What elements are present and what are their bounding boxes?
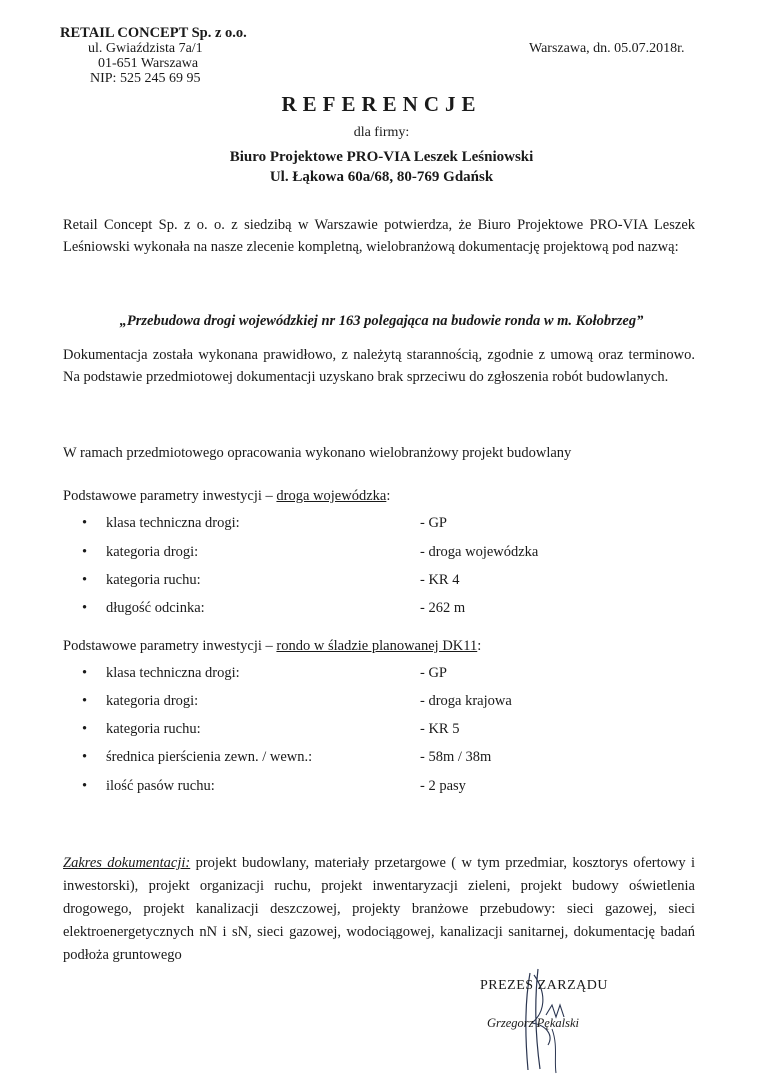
item-value: - GP — [420, 515, 447, 531]
item-value: - 58m / 38m — [420, 749, 492, 765]
item-label: kategoria drogi: — [106, 544, 199, 560]
item-label: ilość pasów ruchu: — [106, 778, 215, 794]
letter-date: Warszawa, dn. 05.07.2018r. — [529, 41, 685, 56]
list-item — [82, 600, 582, 620]
project-name: „Przebudowa drogi wojewódzkiej nr 163 polegająca na budowie ronda w m. Kołobrzeg” — [119, 313, 644, 329]
sender-block — [60, 26, 247, 86]
heading-suffix: : — [386, 488, 391, 504]
heading-underlined: droga wojewódzka — [276, 488, 387, 504]
list-item — [82, 778, 582, 798]
sender-city: 01-651 Warszawa — [98, 56, 199, 71]
signature-title: PREZES ZARZĄDU — [480, 978, 608, 993]
item-label: klasa techniczna drogi: — [106, 515, 240, 531]
bullet: • — [82, 544, 88, 560]
item-value: - KR 5 — [420, 721, 460, 737]
sender-nip: NIP: 525 245 69 95 — [90, 71, 201, 86]
bullet: • — [82, 600, 88, 616]
item-label: kategoria ruchu: — [106, 572, 201, 588]
item-value: - 2 pasy — [420, 778, 466, 794]
bullet: • — [82, 749, 88, 765]
item-value: - 262 m — [420, 600, 466, 616]
signature-name: Grzegorz Pękalski — [487, 1016, 579, 1030]
heading-prefix: Podstawowe parametry inwestycji – — [63, 638, 277, 654]
letter-title: REFERENCJE — [281, 92, 482, 116]
paragraph-quality: Dokumentacja została wykonana prawidłowo, z należytą starannością, zgodnie z umową oraz terminowo. Na podstawie przedmiotowej dokumentacji uzyskano brak sprzeciwu do zgłoszenia robót budowlanych. — [63, 347, 695, 385]
sender-street: ul. Gwiaździsta 7a/1 — [88, 41, 203, 56]
item-label: kategoria ruchu: — [106, 721, 201, 737]
for-label: dla firmy: — [353, 125, 410, 140]
bullet: • — [82, 665, 88, 681]
list-item — [82, 749, 582, 769]
paragraph-confirmation: Retail Concept Sp. z o. o. z siedzibą w Warszawie potwierdza, że Biuro Projektowe PRO-VIA Leszek Leśniowski wykonała na nasze zlecenie kompletną, wielobranżową dokumentację projektową pod nazwą: — [63, 217, 695, 255]
list-item — [82, 665, 582, 685]
item-label: kategoria drogi: — [106, 693, 199, 709]
list-item — [82, 544, 582, 564]
list-item — [82, 572, 582, 592]
bullet: • — [82, 693, 88, 709]
heading-underlined: rondo w śladzie planowanej DK11 — [276, 638, 478, 654]
item-label: długość odcinka: — [106, 600, 205, 616]
paragraph-scope-intro: W ramach przedmiotowego opracowania wykonano wielobranżowy projekt budowlany — [63, 445, 572, 461]
item-value: - droga krajowa — [420, 693, 512, 709]
scope-lead: Zakres dokumentacji: — [63, 855, 191, 871]
bullet: • — [82, 515, 88, 531]
item-label: średnica pierścienia zewn. / wewn.: — [106, 749, 313, 765]
recipient-name: Biuro Projektowe PRO-VIA Leszek Leśniowski — [229, 149, 534, 165]
list-item — [82, 721, 582, 741]
heading-prefix: Podstawowe parametry inwestycji – — [63, 488, 277, 504]
bullet: • — [82, 721, 88, 737]
section-heading-roundabout — [63, 638, 481, 655]
sender-company: RETAIL CONCEPT Sp. z o.o. — [60, 25, 247, 41]
list-item — [82, 693, 582, 713]
item-label: klasa techniczna drogi: — [106, 665, 240, 681]
heading-suffix: : — [477, 638, 482, 654]
bullet: • — [82, 572, 88, 588]
bullet: • — [82, 778, 88, 794]
documentation-scope — [63, 852, 695, 967]
recipient-address: Ul. Łąkowa 60a/68, 80-769 Gdańsk — [269, 169, 494, 185]
item-value: - KR 4 — [420, 572, 460, 588]
scope-text: projekt budowlany, materiały przetargowe ( w tym przedmiar, kosztorys ofertowy i inwestorski), projekt organizacji ruchu, projekt inwentaryzacji zieleni, projekt budowy oświetlenia drogowego, projekt kanalizacji deszczowej, projekty branżowe przebudowy: sieci gazowej, sieci elektroenergetycznych nN i sN, sieci gazowej, wodociągowej, kanalizacji sanitarnej, dokumentację badań podłoża gruntowego — [63, 855, 695, 963]
item-value: - droga wojewódzka — [420, 544, 539, 560]
list-item — [82, 515, 582, 535]
item-value: - GP — [420, 665, 447, 681]
section-heading-voivodeship-road — [63, 488, 390, 505]
